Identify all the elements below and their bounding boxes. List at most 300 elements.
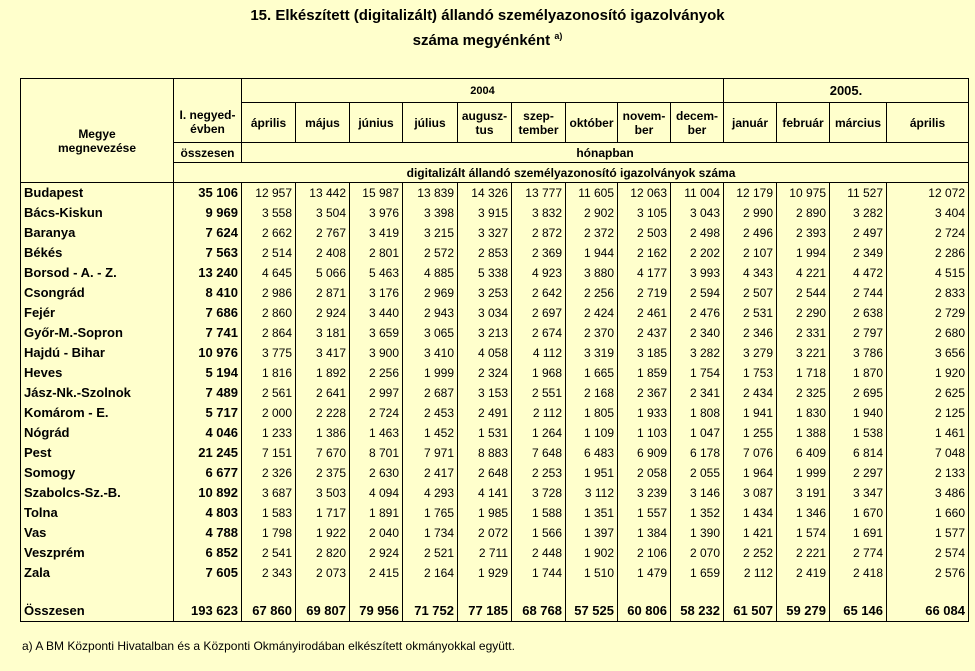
month-value-cell: 2 286 [887,243,969,263]
month-value-cell: 2 574 [887,543,969,563]
month-value-cell: 2 164 [403,563,458,583]
month-header-line: tember [518,122,559,137]
total-label: Összesen [21,601,174,622]
month-value-cell: 1 941 [724,403,777,423]
month-value-cell: 6 814 [830,443,887,463]
month-value-cell: 2 630 [350,463,403,483]
month-value-cell: 1 386 [296,423,350,443]
month-value-cell: 4 293 [403,483,458,503]
county-name: Győr-M.-Sopron [21,323,174,343]
month-value-cell: 5 066 [296,263,350,283]
county-header-line-1: Megye [78,126,116,141]
month-value-cell: 1 691 [830,523,887,543]
month-value-cell: 2 497 [830,223,887,243]
spacer-cell [174,583,242,601]
month-header-2004 [458,103,512,143]
month-value-cell: 3 486 [887,483,969,503]
month-header-2004 [242,103,296,143]
month-value-cell: 3 253 [458,283,512,303]
month-value-cell: 1 929 [458,563,512,583]
month-value-cell: 3 656 [887,343,969,363]
month-value-cell: 2 252 [724,543,777,563]
county-name: Jász-Nk.-Szolnok [21,383,174,403]
month-value-cell: 6 909 [618,443,671,463]
month-value-cell: 7 151 [242,443,296,463]
total-month-cell: 58 232 [671,601,724,622]
month-value-cell: 3 319 [566,343,618,363]
table-subtitle: digitalizált állandó személyazonosító igazolványok száma [174,163,969,183]
month-value-cell: 2 040 [350,523,403,543]
month-value-cell: 11 004 [671,183,724,204]
month-value-cell: 2 408 [296,243,350,263]
month-value-cell: 3 181 [296,323,350,343]
month-value-cell: 2 168 [566,383,618,403]
month-value-cell: 1 892 [296,363,350,383]
month-value-cell: 1 944 [566,243,618,263]
month-value-cell: 1 951 [566,463,618,483]
month-value-cell: 1 531 [458,423,512,443]
q1-header-blank [174,79,242,103]
month-value-cell: 2 370 [566,323,618,343]
month-value-cell: 1 103 [618,423,671,443]
spacer-cell [618,583,671,601]
month-value-cell: 3 976 [350,203,403,223]
month-value-cell: 1 577 [887,523,969,543]
month-value-cell: 1 754 [671,363,724,383]
spacer-cell [242,583,296,601]
month-value-cell: 3 440 [350,303,403,323]
month-value-cell: 3 880 [566,263,618,283]
month-value-cell: 2 797 [830,323,887,343]
total-month-cell: 69 807 [296,601,350,622]
month-value-cell: 12 072 [887,183,969,204]
county-name: Vas [21,523,174,543]
q1-total-cell: 10 892 [174,483,242,503]
month-header-line: augusz- [461,108,508,123]
month-value-cell: 3 282 [830,203,887,223]
total-month-cell: 61 507 [724,601,777,622]
month-value-cell: 1 660 [887,503,969,523]
month-value-cell: 2 341 [671,383,724,403]
month-header-line: április [250,115,287,130]
spacer-cell [566,583,618,601]
month-value-cell: 2 507 [724,283,777,303]
month-value-cell: 1 421 [724,523,777,543]
month-value-cell: 2 346 [724,323,777,343]
month-value-cell: 2 986 [242,283,296,303]
month-value-cell: 3 185 [618,343,671,363]
month-value-cell: 1 479 [618,563,671,583]
month-value-cell: 2 112 [724,563,777,583]
month-value-cell: 2 106 [618,543,671,563]
month-header-2005: január [724,103,777,143]
table-title [0,6,975,51]
table-row [21,343,969,363]
month-value-cell: 3 419 [350,223,403,243]
q1-header-line-1: I. negyed- [179,108,236,123]
month-header-line: ber [634,122,654,137]
month-value-cell: 3 176 [350,283,403,303]
month-value-cell: 1 922 [296,523,350,543]
month-header-line: ber [687,122,707,137]
total-q1-cell: 193 623 [174,601,242,622]
month-value-cell: 1 346 [777,503,830,523]
month-value-cell: 1 933 [618,403,671,423]
q1-total-cell: 35 106 [174,183,242,204]
q1-total-cell: 13 240 [174,263,242,283]
month-value-cell: 3 900 [350,343,403,363]
honapban-header: hónapban [242,143,969,163]
month-value-cell: 1 588 [512,503,566,523]
total-month-cell: 67 860 [242,601,296,622]
month-value-cell: 2 297 [830,463,887,483]
spacer-cell [403,583,458,601]
month-value-cell: 1 964 [724,463,777,483]
month-header-2004 [566,103,618,143]
county-name: Tolna [21,503,174,523]
month-value-cell: 2 256 [566,283,618,303]
month-value-cell: 3 034 [458,303,512,323]
month-value-cell: 2 695 [830,383,887,403]
year-2005-header: 2005. [724,79,969,103]
month-value-cell: 2 448 [512,543,566,563]
table-row [21,523,969,543]
month-value-cell: 2 697 [512,303,566,323]
month-value-cell: 2 541 [242,543,296,563]
month-value-cell: 2 228 [296,403,350,423]
month-value-cell: 1 109 [566,423,618,443]
month-value-cell: 3 503 [296,483,350,503]
spacer-row [21,583,969,601]
total-month-cell: 60 806 [618,601,671,622]
month-value-cell: 4 885 [403,263,458,283]
month-value-cell: 3 404 [887,203,969,223]
month-value-cell: 2 434 [724,383,777,403]
total-month-cell: 57 525 [566,601,618,622]
data-table [20,78,969,622]
month-value-cell: 2 125 [887,403,969,423]
month-value-cell: 1 461 [887,423,969,443]
month-value-cell: 2 133 [887,463,969,483]
month-value-cell: 2 687 [403,383,458,403]
spacer-cell [830,583,887,601]
month-value-cell: 2 561 [242,383,296,403]
month-value-cell: 1 968 [512,363,566,383]
month-value-cell: 2 058 [618,463,671,483]
month-value-cell: 2 902 [566,203,618,223]
title-line-2 [0,26,975,51]
month-value-cell: 2 372 [566,223,618,243]
month-value-cell: 2 417 [403,463,458,483]
month-value-cell: 4 515 [887,263,969,283]
table-row [21,263,969,283]
month-value-cell: 2 253 [512,463,566,483]
month-value-cell: 7 076 [724,443,777,463]
table-row [21,403,969,423]
county-name: Nógrád [21,423,174,443]
month-value-cell: 3 659 [350,323,403,343]
title-line-1: 15. Elkészített (digitalizált) állandó személyazonosító igazolványok [250,7,725,24]
month-header-line: novem- [622,108,666,123]
month-value-cell: 2 648 [458,463,512,483]
month-value-cell: 2 662 [242,223,296,243]
month-value-cell: 1 753 [724,363,777,383]
q1-total-cell: 8 410 [174,283,242,303]
month-value-cell: 3 558 [242,203,296,223]
month-value-cell: 2 674 [512,323,566,343]
year-2004-header: 2004 [242,79,724,103]
month-value-cell: 3 112 [566,483,618,503]
month-value-cell: 5 338 [458,263,512,283]
month-value-cell: 3 215 [403,223,458,243]
month-value-cell: 3 504 [296,203,350,223]
month-value-cell: 2 331 [777,323,830,343]
month-value-cell: 3 279 [724,343,777,363]
footnote: a) A BM Központi Hivatalban és a Központi Okmányirodában elkészített okmányokkal együtt. [22,639,515,653]
month-value-cell: 8 701 [350,443,403,463]
month-value-cell: 2 551 [512,383,566,403]
month-value-cell: 1 859 [618,363,671,383]
month-value-cell: 8 883 [458,443,512,463]
month-value-cell: 3 153 [458,383,512,403]
month-header-line: május [305,115,340,130]
table-row [21,303,969,323]
month-header-2005: március [830,103,887,143]
q1-total-cell: 7 605 [174,563,242,583]
month-value-cell: 3 221 [777,343,830,363]
month-value-cell: 3 832 [512,203,566,223]
month-header-2005: április [887,103,969,143]
month-value-cell: 3 282 [671,343,724,363]
month-value-cell: 2 638 [830,303,887,323]
month-value-cell: 2 576 [887,563,969,583]
month-value-cell: 1 557 [618,503,671,523]
county-name: Somogy [21,463,174,483]
month-value-cell: 1 870 [830,363,887,383]
county-name: Békés [21,243,174,263]
month-header-2004 [671,103,724,143]
month-header-line: június [358,115,394,130]
county-name: Pest [21,443,174,463]
month-value-cell: 4 094 [350,483,403,503]
table-row [21,383,969,403]
total-month-cell: 77 185 [458,601,512,622]
county-header-line-2: megnevezése [57,140,137,155]
month-value-cell: 3 087 [724,483,777,503]
table-row [21,223,969,243]
month-value-cell: 1 805 [566,403,618,423]
county-name: Fejér [21,303,174,323]
month-value-cell: 13 839 [403,183,458,204]
month-value-cell: 3 410 [403,343,458,363]
month-value-cell: 2 107 [724,243,777,263]
month-value-cell: 2 072 [458,523,512,543]
month-value-cell: 2 774 [830,543,887,563]
county-name: Csongrád [21,283,174,303]
county-name: Baranya [21,223,174,243]
month-value-cell: 1 994 [777,243,830,263]
month-header-2004 [403,103,458,143]
month-header-2004 [296,103,350,143]
month-value-cell: 2 521 [403,543,458,563]
total-month-cell: 79 956 [350,601,403,622]
month-value-cell: 2 326 [242,463,296,483]
spacer-cell [458,583,512,601]
month-value-cell: 2 544 [777,283,830,303]
q1-total-cell: 5 194 [174,363,242,383]
month-value-cell: 3 146 [671,483,724,503]
spacer-cell [671,583,724,601]
month-value-cell: 1 390 [671,523,724,543]
q1-column-header [174,103,242,143]
table-row [21,563,969,583]
month-value-cell: 10 975 [777,183,830,204]
month-value-cell: 1 434 [724,503,777,523]
month-value-cell: 2 453 [403,403,458,423]
month-value-cell: 2 393 [777,223,830,243]
month-value-cell: 2 642 [512,283,566,303]
month-value-cell: 6 409 [777,443,830,463]
month-value-cell: 1 463 [350,423,403,443]
month-value-cell: 2 162 [618,243,671,263]
month-value-cell: 2 367 [618,383,671,403]
month-value-cell: 2 055 [671,463,724,483]
month-value-cell: 2 943 [403,303,458,323]
table-row [21,503,969,523]
month-value-cell: 2 997 [350,383,403,403]
month-value-cell: 2 820 [296,543,350,563]
county-name: Borsod - A. - Z. [21,263,174,283]
month-value-cell: 6 178 [671,443,724,463]
title-line-2-text: száma megyénként [412,32,551,49]
q1-total-cell: 4 788 [174,523,242,543]
month-value-cell: 2 256 [350,363,403,383]
month-value-cell: 1 985 [458,503,512,523]
spacer-cell [777,583,830,601]
month-value-cell: 1 798 [242,523,296,543]
spacer-cell [887,583,969,601]
month-value-cell: 1 264 [512,423,566,443]
month-value-cell: 1 233 [242,423,296,443]
month-value-cell: 2 924 [296,303,350,323]
month-value-cell: 3 191 [777,483,830,503]
month-value-cell: 2 833 [887,283,969,303]
month-value-cell: 3 687 [242,483,296,503]
month-value-cell: 2 990 [724,203,777,223]
month-value-cell: 2 864 [242,323,296,343]
month-header-line: szep- [523,108,554,123]
month-value-cell: 1 583 [242,503,296,523]
month-value-cell: 1 999 [403,363,458,383]
month-value-cell: 3 915 [458,203,512,223]
month-value-cell: 2 496 [724,223,777,243]
month-value-cell: 3 327 [458,223,512,243]
month-value-cell: 2 871 [296,283,350,303]
month-value-cell: 2 801 [350,243,403,263]
county-name: Veszprém [21,543,174,563]
month-value-cell: 1 510 [566,563,618,583]
q1-header-line-2: évben [190,122,225,137]
month-value-cell: 7 048 [887,443,969,463]
month-value-cell: 2 324 [458,363,512,383]
month-value-cell: 2 461 [618,303,671,323]
month-header-line: október [569,115,614,130]
month-value-cell: 13 442 [296,183,350,204]
month-value-cell: 4 221 [777,263,830,283]
month-value-cell: 1 920 [887,363,969,383]
month-value-cell: 2 415 [350,563,403,583]
month-value-cell: 11 605 [566,183,618,204]
table-row [21,183,969,204]
county-name: Heves [21,363,174,383]
month-value-cell: 2 890 [777,203,830,223]
month-value-cell: 1 538 [830,423,887,443]
month-value-cell: 2 572 [403,243,458,263]
month-value-cell: 1 816 [242,363,296,383]
month-value-cell: 3 043 [671,203,724,223]
month-value-cell: 1 734 [403,523,458,543]
month-header-2004 [350,103,403,143]
month-value-cell: 12 179 [724,183,777,204]
county-column-header [21,79,174,183]
month-value-cell: 4 141 [458,483,512,503]
month-value-cell: 7 648 [512,443,566,463]
county-name: Hajdú - Bihar [21,343,174,363]
table-row [21,283,969,303]
month-value-cell: 4 923 [512,263,566,283]
total-month-cell: 59 279 [777,601,830,622]
q1-total-cell: 4 046 [174,423,242,443]
month-value-cell: 2 724 [887,223,969,243]
q1-total-cell: 7 563 [174,243,242,263]
table-row [21,243,969,263]
q1-total-cell: 10 976 [174,343,242,363]
month-value-cell: 2 070 [671,543,724,563]
month-value-cell: 2 437 [618,323,671,343]
month-value-cell: 7 971 [403,443,458,463]
month-value-cell: 2 594 [671,283,724,303]
month-value-cell: 1 670 [830,503,887,523]
month-value-cell: 1 891 [350,503,403,523]
month-value-cell: 1 452 [403,423,458,443]
q1-total-cell: 6 677 [174,463,242,483]
month-value-cell: 3 786 [830,343,887,363]
month-value-cell: 2 531 [724,303,777,323]
month-value-cell: 1 384 [618,523,671,543]
month-value-cell: 1 744 [512,563,566,583]
month-value-cell: 12 957 [242,183,296,204]
q1-total-cell: 5 717 [174,403,242,423]
table-row [21,203,969,223]
month-header-2004 [618,103,671,143]
spacer-cell [512,583,566,601]
month-value-cell: 1 665 [566,363,618,383]
table-row [21,543,969,563]
month-value-cell: 1 574 [777,523,830,543]
month-value-cell: 1 351 [566,503,618,523]
total-row [21,601,969,622]
month-value-cell: 2 680 [887,323,969,343]
month-value-cell: 15 987 [350,183,403,204]
month-value-cell: 1 717 [296,503,350,523]
month-value-cell: 1 902 [566,543,618,563]
month-value-cell: 3 347 [830,483,887,503]
month-value-cell: 1 352 [671,503,724,523]
month-value-cell: 1 397 [566,523,618,543]
month-value-cell: 1 999 [777,463,830,483]
q1-total-cell: 9 969 [174,203,242,223]
month-value-cell: 2 724 [350,403,403,423]
